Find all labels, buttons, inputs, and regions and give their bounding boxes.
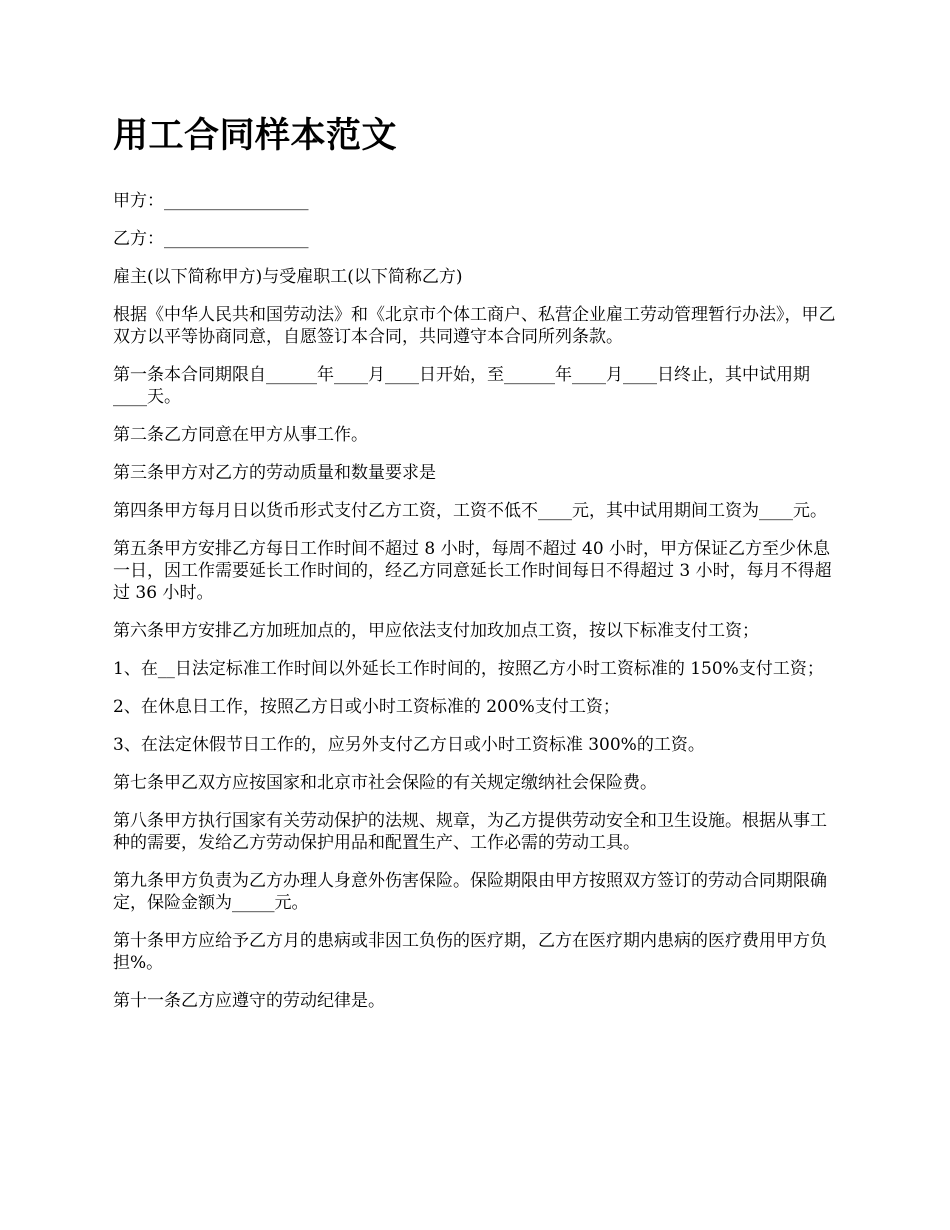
article-3: 第三条甲方对乙方的劳动质量和数量要求是 xyxy=(113,463,436,483)
party-b-line: 乙方：_________________ xyxy=(113,229,309,249)
definition-paragraph: 雇主(以下简称甲方)与受雇职工(以下简称乙方) xyxy=(113,267,463,287)
article-6-item-3: 3、在法定休假节日工作的，应另外支付乙方日或小时工资标准 300%的工资。 xyxy=(113,735,705,755)
document-page xyxy=(113,112,843,1028)
article-1: 第一条本合同期限自______年____月____日开始，至______年____月____日终止，其中试用期____天。 xyxy=(113,365,810,407)
party-a-line: 甲方：_________________ xyxy=(113,191,309,211)
article-9: 第九条甲方负责为乙方办理人身意外伤害保险。保险期限由甲方按照双方签订的劳动合同期限确定，保险金额为_____元。 xyxy=(113,871,827,913)
article-7: 第七条甲乙双方应按国家和北京市社会保险的有关规定缴纳社会保险费。 xyxy=(113,773,657,793)
article-4: 第四条甲方每月日以货币形式支付乙方工资，工资不低不____元，其中试用期间工资为____元。 xyxy=(113,501,827,521)
article-6-item-2: 2、在休息日工作，按照乙方日或小时工资标准的 200%支付工资； xyxy=(113,697,620,717)
article-8: 第八条甲方执行国家有关劳动保护的法规、规章，为乙方提供劳动安全和卫生设施。根据从事工种的需要，发给乙方劳动保护用品和配置生产、工作必需的劳动工具。 xyxy=(113,811,827,853)
article-5: 第五条甲方安排乙方每日工作时间不超过 8 小时，每周不超过 40 小时，甲方保证乙方至少休息一日，因工作需要延长工作时间的，经乙方同意延长工作时间每日不得超过 3 小时，每月不得超过 36 小时。 xyxy=(113,539,832,603)
document-title: 用工合同样本范文 xyxy=(113,116,398,156)
article-2: 第二条乙方同意在甲方从事工作。 xyxy=(113,425,368,445)
preamble-paragraph: 根据《中华人民共和国劳动法》和《北京市个体工商户、私营企业雇工劳动管理暂行办法》，甲乙双方以平等协商同意，自愿签订本合同，共同遵守本合同所列条款。 xyxy=(113,305,836,347)
article-6: 第六条甲方安排乙方加班加点的，甲应依法支付加玫加点工资，按以下标准支付工资； xyxy=(113,621,759,641)
article-11: 第十一条乙方应遵守的劳动纪律是。 xyxy=(113,991,385,1011)
article-6-item-1: 1、在__日法定标准工作时间以外延长工作时间的，按照乙方小时工资标准的 150%支付工资； xyxy=(113,659,824,679)
article-10: 第十条甲方应给予乙方月的患病或非因工负伤的医疗期，乙方在医疗期内患病的医疗费用甲方负担%。 xyxy=(113,931,827,973)
